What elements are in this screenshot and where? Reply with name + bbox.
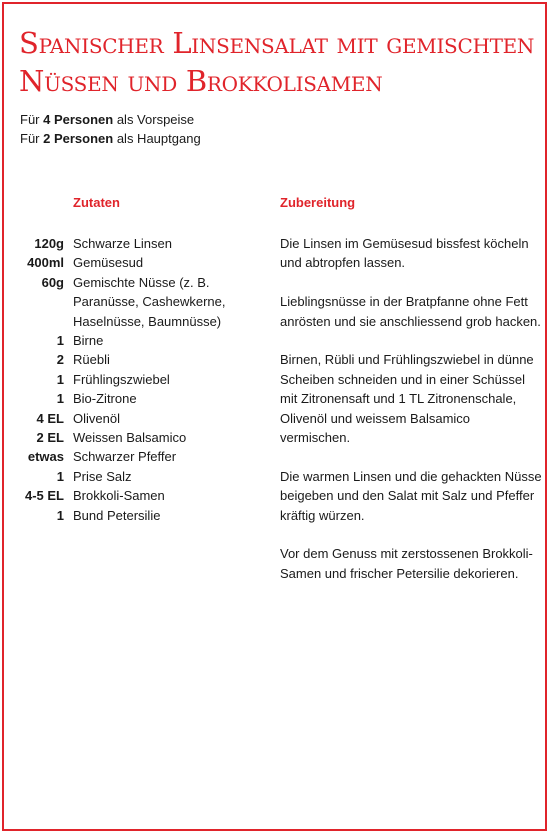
ingredient-quantity: 4 EL [36, 410, 64, 426]
ingredient-quantity: 1 [56, 391, 64, 407]
preparation-step: Die warmen Linsen und die gehackten Nüsse beigeben und den Salat mit Salz und Pfeffer kräftig würzen. [280, 468, 542, 523]
ingredient-row [12, 389, 262, 408]
ingredient-name: Rüebli [73, 352, 110, 368]
ingredient-row [12, 253, 262, 272]
ingredient-quantity: 1 [56, 507, 64, 523]
ingredient-quantity: 2 EL [36, 430, 64, 446]
preparation-step: Vor dem Genuss mit zerstossenen Brokkoli-Samen und frischer Petersilie dekorieren. [280, 546, 533, 581]
ingredients-heading: Zutaten [73, 195, 120, 210]
ingredient-row [12, 234, 262, 253]
ingredient-row [12, 506, 262, 525]
ingredient-quantity: 60g [41, 274, 64, 290]
ingredient-row [12, 409, 262, 428]
ingredient-quantity: 4-5 EL [24, 488, 64, 504]
ingredient-name: Weissen Balsamico [73, 430, 187, 446]
ingredient-row [12, 447, 262, 466]
ingredient-name: Gemischte Nüsse (z. B. Paranüsse, Cashewkerne, Haselnüsse, Baumnüsse) [73, 274, 226, 329]
ingredient-name: Schwarzer Pfeffer [73, 449, 177, 465]
recipe-card [2, 2, 547, 831]
ingredient-name: Schwarze Linsen [73, 236, 172, 251]
ingredient-name: Birne [73, 333, 104, 349]
servings-prefix: Für [20, 112, 44, 127]
ingredient-row [12, 467, 262, 486]
ingredient-row [12, 370, 262, 389]
preparation-step: Birnen, Rübli und Frühlingszwiebel in dünne Scheiben schneiden und in einer Schüssel mit Zitronensaft und 1 TL Zitronenschale, Olivenöl und weissem Balsamico vermischen. [280, 352, 534, 446]
ingredient-name: Olivenöl [73, 410, 120, 426]
ingredient-quantity: 400ml [27, 255, 64, 271]
ingredient-quantity: 1 [56, 333, 64, 349]
ingredient-quantity: 1 [56, 468, 64, 484]
servings-suffix: als Hauptgang [113, 131, 201, 146]
ingredient-row [12, 350, 262, 369]
preparation-heading: Zubereitung [280, 195, 356, 210]
servings-count: 2 Personen [43, 131, 114, 146]
ingredient-quantity: 1 [56, 371, 64, 387]
preparation-step: Die Linsen im Gemüsesud bissfest köcheln und abtropfen lassen. [280, 236, 529, 271]
ingredient-row [12, 428, 262, 447]
ingredient-name: Gemüsesud [73, 255, 144, 271]
servings-prefix: Für [20, 131, 44, 146]
servings-count: 4 Personen [43, 112, 114, 127]
ingredient-name: Bund Petersilie [73, 507, 161, 523]
servings-line-main [20, 129, 201, 148]
preparation-step: Lieblingsnüsse in der Bratpfanne ohne Fett anrösten und sie anschliessend grob hacken. [280, 294, 541, 329]
ingredient-name: Brokkoli-Samen [73, 488, 165, 504]
servings-line-starter [20, 110, 201, 129]
preparation-steps [280, 234, 542, 603]
ingredient-quantity: 2 [56, 352, 64, 368]
ingredient-quantity: etwas [27, 449, 64, 465]
ingredient-name: Prise Salz [73, 468, 132, 484]
servings-info [20, 110, 201, 148]
ingredient-name: Frühlingszwiebel [73, 371, 170, 387]
ingredients-list [12, 234, 262, 525]
recipe-title: Spanischer Linsensalat mit gemischten Nüssen und Brokkolisamen [19, 26, 535, 98]
ingredient-row [12, 486, 262, 505]
ingredient-row [12, 273, 262, 331]
ingredient-row [12, 331, 262, 350]
ingredient-quantity: 120g [34, 236, 64, 251]
servings-suffix: als Vorspeise [113, 112, 195, 127]
ingredient-name: Bio-Zitrone [73, 391, 137, 407]
